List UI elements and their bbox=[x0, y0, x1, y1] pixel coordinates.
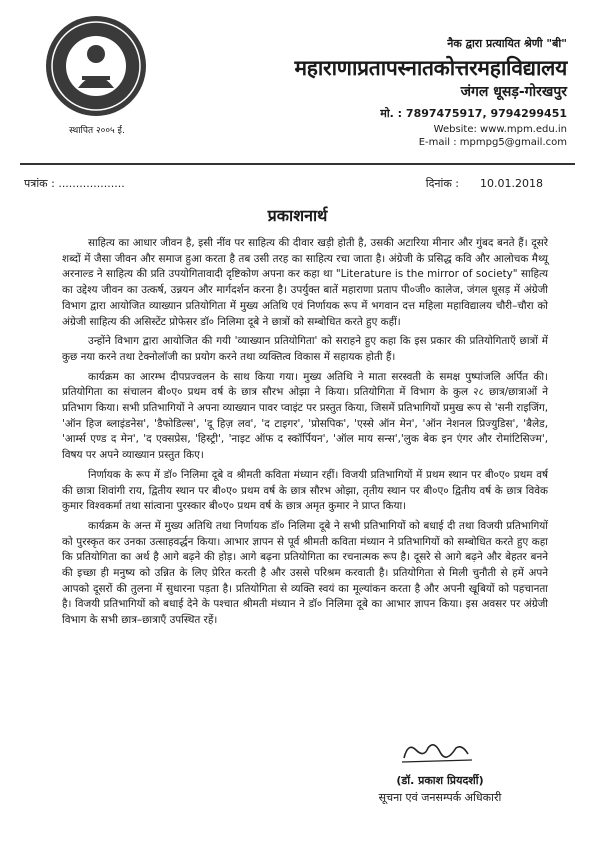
signatory-designation: सूचना एवं जनसम्पर्क अधिकारी bbox=[378, 791, 502, 804]
press-release-heading: प्रकाशनार्थ bbox=[267, 206, 328, 225]
founded-year: स्थापित २००५ ई. bbox=[69, 126, 125, 136]
press-release-body bbox=[62, 236, 548, 633]
paragraph: उन्होंने विभाग द्वारा आयोजित की गयी 'व्याख्यान प्रतियोगिता' को सराहने हुए कहा कि इस प्रकार की प्रतियोगिताएँ छात्रों में कुछ नया करने तथा टेक्नोलॉजी का प्रयोग करने तथा व्यक्तित्व विकास में सहायक होती हैं। bbox=[62, 335, 548, 363]
date-line bbox=[426, 176, 543, 191]
college-seal-logo bbox=[42, 14, 150, 118]
reference-number: पत्रांक : ................... bbox=[24, 177, 125, 190]
date-label: दिनांक : bbox=[425, 177, 460, 190]
paragraph: कार्यक्रम के अन्त में मुख्य अतिथि तथा निर्णायक डॉ० निलिमा दूबे ने सभी प्रतिभागियों को बधाई दी तथा विजयी प्रतिभागियों को पुरस्कृत कर उनका उत्साहवर्द्धन किया। आभार ज्ञापन से पूर्व श्रीमती कविता मंध्यान ने प्रतिभागियों को सम्बोधित करते हुए कहा कि प्रतियोगिता का अर्थ है आगे बढ़ने की होड़। आगे बढ़ना प्रतियोगिता का रचनात्मक रूप है। दूसरे से आगे बढ़ने और बेहतर बनने की इच्छा ही मनुष्य को उन्नित के लिए प्रेरित करती है और उससे परिश्रम करवाती है। प्रतियोगिता से मिली चुनौती से हमें अपने आपको दूसरों की तुलना में सुधारना पड़ता है। प्रतियोगिता से व्यक्ति स्वयं का मूल्यांकन करता है और अपनी खूबियों को पहचानता है। विजयी प्रतिभागियों को बधाई देने के पश्चात श्रीमती मंध्यान ने डॉ० निलिमा दूबे का आभार ज्ञापन किया। इस अवसर पर अंग्रेजी विभाग के सभी छात्र–छात्राएँ उपस्थित रहें। bbox=[62, 519, 548, 627]
mobile-numbers: मो. : 7897475917, 9794299451 bbox=[380, 107, 567, 120]
website-link[interactable]: Website: www.mpm.edu.in bbox=[433, 124, 567, 135]
college-location: जंगल धूसड़-गोरखपुर bbox=[460, 84, 567, 100]
date-value: 10.01.2018 bbox=[480, 177, 543, 190]
paragraph: कार्यक्रम का आरम्भ दीपप्रज्वलन के साथ किया गया। मुख्य अतिथि ने माता सरस्वती के समक्ष पुष्पांजलि अर्पित की। प्रतियोगिता का संचालन बी०ए० प्रथम वर्ष के छात्र सौरभ ओझा ने किया। प्रतियोगिता में विभाग के कुल २८ छात्र/छात्राओं ने प्रतिभाग किया। सभी प्रतिभागियों ने अपना व्याख्यान पावर प्वाइंट पर प्रस्तुत किया, जिसमें प्रतिभागियों प्रमुख रूप से 'सनी राइजिंग, 'ऑन हिज ब्लाइंडनेस', 'डैफोडिल्स', 'दू हिज़ लव', 'द टाइगर', 'प्रोसपिक', 'एस्से ऑन मेन', 'ऑन नेशनल प्रिज्युडिस', 'बैलेड, 'आर्म्स एण्ड द मेन', 'द एक्सप्रेस, 'हिस्ट्री', 'नाइट ऑफ द स्कॉर्पियन', 'ऑल माय सन्स','लुक बेक इन एंगर और रोमांटिसिज्म', विषय पर अपने व्याख्यान प्रस्तुत किए। bbox=[62, 370, 548, 462]
signatory-name: (डॉ. प्रकाश प्रियदर्शी) bbox=[396, 774, 484, 787]
college-name: महाराणाप्रतापस्नातकोत्तरमहाविद्यालय bbox=[294, 56, 567, 80]
handwritten-signature bbox=[398, 736, 478, 768]
header-divider bbox=[20, 163, 575, 165]
email-link[interactable]: E-mail : mpmpg5@gmail.com bbox=[418, 137, 567, 148]
accreditation-line: नैक द्वारा प्रत्यायित श्रेणी "बी" bbox=[447, 37, 567, 50]
paragraph: साहित्य का आधार जीवन है, इसी नींव पर साहित्य की दीवार खड़ी होती है, उसकी अटारिया मीनार और गुंबद बनते हैं। दूसरे शब्दों में जैसा जीवन और समाज हुआ करता है तब उसी तरह का साहित्य रचा जाता है। अंग्रेजी के प्रसिद्ध कवि और आलोचक मैथ्यू अरनाल्ड ने साहित्य की प्रति उपयोगितावादी दृष्टिकोण अपना कर कहा था "Literature is the mirror of society" साहित्य का उद्देश्य जीवन का उत्कर्ष, उन्नयन और मार्गदर्शन करना है। उपर्युक्त बातें महाराणा प्रताप पी०जी० कालेज, जंगल धूसड़ में अंग्रेजी विभाग द्वारा आयोजित व्याख्यान प्रतियोगिता में मुख्य अतिथि एवं निर्णायक रूप में भगवान दत्त महिला महाविद्यालय चौरी–चौरा को अंग्रेजी साहित्य की असिस्टेंट प्रोफेसर डॉ० निलिमा दूबे ने छात्रों को सम्बोधित करते हुए कहीं। bbox=[62, 237, 548, 328]
paragraph: निर्णायक के रूप में डॉ० निलिमा दूबे व श्रीमती कविता मंध्यान रहीं। विजयी प्रतिभागियों में प्रथम स्थान पर बी०ए० प्रथम वर्ष की छात्रा शिवांगी राय, द्वितीय स्थान पर बी०ए० प्रथम वर्ष के छात्र सौरभ ओझा, तृतीय स्थान पर बी०ए० द्वितीय वर्ष के छात्र विवेक कुमार विश्वकर्मा तथा सांत्वाना पुरस्कार बी०ए० प्रथम वर्ष के छात्र अमृत कुमार ने प्राप्त किया। bbox=[62, 468, 548, 513]
